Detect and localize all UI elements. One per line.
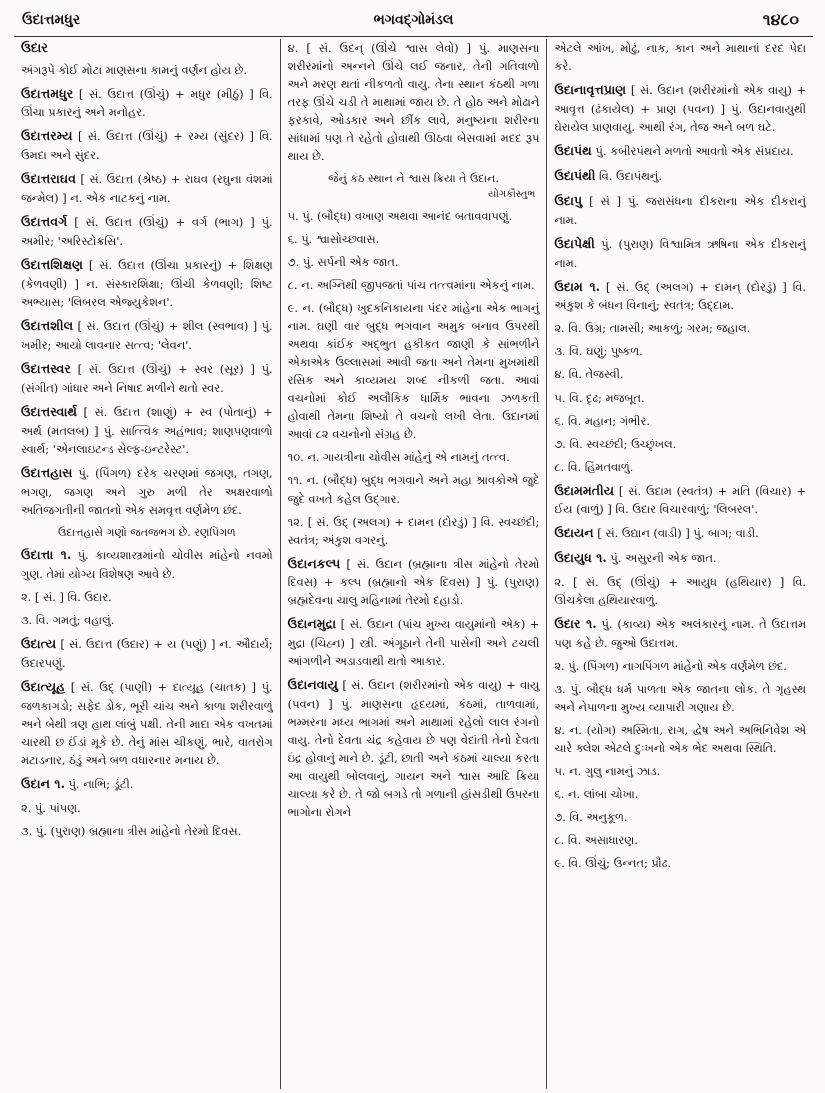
headword: ઉદાત્તશીલ [21,318,74,334]
definition-text: ૫. પું. (બૌદ્ધ) વખાણ અથવા આનંદ બતાવવાપણું. [287,209,513,224]
dictionary-entry [554,389,806,407]
definition-text: [ સં. ઉદાન (પાંચ મુખ્ય વાયુમાંનો એક) + મુદ્રા (ચિહ્ન) ] સ્ત્રી. અંગૂઠાને તેની પાસેની અને ટચલી આંગળીને અડાડવાથી થતો આકાર. [287,617,540,669]
dictionary-entry [554,342,806,360]
definition-text: [ સં. ઉદાન (બ્રહ્માના ત્રીસ માંહેનો તેરમો દિવસ) + કલ્પ (બ્રહ્માનો એક દિવસ) ] પું. (પુરાણ) બ્રહ્મદેવના ચાલુ મહિનામાં તેરમો દહાડો. [287,556,540,608]
dictionary-entry [288,299,540,443]
definition-text: [ સં. ઉદાત્ત (ઊંચું) + શીલ (સ્વભાવ) ] પું. ખમીર; આયો લાવનાર સત્ત્વ; 'લેવન'. [21,319,273,352]
definition-text: ૯. ન. (બૌદ્ધ) ખુદકનિકાયના પંદર માંહેના એક ભાગનું નામ. ઘણી વાર બુદ્ધ ભગવાન અમુક બનાવ ઉપરથી અથવા કાંઈક અદ્ભુત હકીકત જાણી કે સાંભળીને એકાએક ઉલ્લાસમાં આવી જતા અને તેમના મુખમાંથી રસિક અને કાવ્યમય શબ્દ નીકળી જતા. આવાં વચનોમાં કોઈ અલૌકિક ધાર્મિક ભાવના ઝળકતી હોવાથી તેમના શિષ્યો તે વચનો લખી લેતા. ઉદાનમાં આવાં ૮૨ વચનોનો સંગ્રહ છે. [287,301,540,442]
definition-text: ૩. પું. બૌદ્ધ ધર્મ પાળતા એક જાતના લોક. તે ગૃહસ્થ અને નેપાળના મુખ્ય વ્યાપારી ગણાય છે. [554,682,807,715]
headword: ઉદાનમુદ્રા [287,616,337,632]
dictionary-entry [21,84,273,122]
definition-text: [ સં. ઉદાત્ત (ઊંચા પ્રકારનું) + શિક્ષણ (કેળવણી) ] ન. સંસ્કારશિક્ષા; ઊંચી કેળવણી; શિષ્ટ અભ્યાસ; 'લિબરલ એજ્યુકેશન'. [21,258,273,310]
headword: ઉદાપંથ [554,142,592,158]
dictionary-entry [21,588,273,606]
definition-text: ૭. પું. સર્પની એક જાત. [287,255,399,270]
headword: ઉદાપંથી [554,167,596,183]
dictionary-entry [21,822,273,840]
definition-text: [ સં. ઉદ્ (અલગ) + દામન્ (દોરડું) ] વિ. અંકુશ કે બંધન વિનાનું; સ્વતંત્ર; ઉદ્દામ. [554,279,807,313]
dictionary-entry [21,677,273,769]
headword: ઉદાત્તમધુર [21,85,74,101]
dictionary-entry [21,212,273,250]
dictionary-entry [554,458,806,476]
definition-text: પું. અસુરની એક જાત. [606,551,717,566]
dictionary-entry [554,721,806,757]
dictionary-entry [554,573,806,609]
dictionary-entry [21,545,273,583]
page-number: ૧૪૮૦ [762,10,799,29]
definition-text: ૧૧. ન. (બૌદ્ધ) બુદ્ધ ભગવાને અને મહા શ્રાવકોએ જુદે જુદે વખતે કહેલ ઉદ્ગાર. [287,473,540,506]
headword: ઉદાત્તસ્વાર્થ [21,403,78,419]
dictionary-entry [554,548,806,568]
headword: ઉદાત્તહાસ [21,464,73,480]
dictionary-entry [554,523,806,543]
headword: ઉદાત્યૂહ [21,678,66,694]
headword: ઉદાયુધ ૧. [554,550,607,566]
dictionary-entry [288,513,540,549]
headword: ઉદાત્તસ્વર [21,361,71,376]
dictionary-entry [21,169,273,207]
dictionary-entry [554,481,806,519]
definition-text: ૩. પું. (પુરાણ) બ્રહ્માના ત્રીસ માંહેનો તેરમો દિવસ. [21,823,242,838]
headword: ઉદાનવાયુ [287,677,338,693]
definition-text: ૨. [ સં. ] વિ. ઉદાર. [21,590,112,605]
definition-text: ૮. વિ. હિંમતવાળું. [554,459,634,474]
headword: ઉદાનકલ્પ [287,555,341,571]
dictionary-entry [554,319,806,337]
header-guide-words: ઉદાત્તમધુર [22,12,81,28]
definition-text: ૨. વિ. ઉગ્ર; તામસી; આકળું; ગરમ; જહાલ. [554,321,751,336]
header-rule [14,36,813,37]
definition-text: ૨. પું. પાંપણ. [21,800,81,815]
section-guide-word: ઉદાર [21,41,49,56]
dictionary-entry [288,39,540,165]
headword: ઉદાપેક્ષી [554,235,595,251]
definition-text: ૩. વિ. ઘણું; પુષ્કળ. [554,344,643,359]
column-2 [280,39,547,1089]
definition-text: ૪. [ સં. ઉદન્ (ઊંચે શ્વાસ લેવો) ] પું. માણસના શરીરમાંનો અન્નને ઊંચે લઈ જનાર, તેની ગતિવાળો અને મરણ થતાં નીકળતો વાયુ. તેના સ્થાન કંઠથી ગળા તરફ ઊંચે ચડી તે માથામાં જાય છે. તે હોઠ અને મોઢાને ફરકાવે, ઓડકાર અને છીંક લાવે, મનુષ્યના શરીરના સાંધામાં પણ તે રહેતો હોવાથી ઊઠવા બેસવામાં મદદ રૂપ થાય છે. [287,41,540,164]
book-title: ભગવદ્ગોમંડલ [373,12,454,28]
headword: ઉદાત્તરમ્ય [21,128,73,144]
dictionary-entry [554,831,806,849]
definition-text: [ સં. ઉદાત્ત (ઊંચું) + રમ્ય (સુંદર) ] વિ. ઉમદા અને સુંદર. [21,129,273,163]
headword: ઉદાત્ય [21,636,57,652]
definition-text: ૪. ન. (યોગ) અસ્મિતા, રાગ, દ્વેષ અને અભિનિવેશ એ ચારે ક્લેશ એટલે દુઃખનો એક ભેદ અથવા સ્થિતિ. [554,723,807,756]
definition-text: એટલે આંખ, મોઢું, નાક, કાન અને માથાનાં દરદ પેદા કરે. [554,41,807,74]
dictionary-entry [21,359,273,397]
dictionary-entry [288,448,540,466]
definition-text: ૭. વિ. સ્વચ્છંદી; ઉચ્છૃંખલ. [554,436,677,451]
definition-text: [ સં. ઉદાત્ત (ઊંચું) + સ્વર (સૂર) ] પું. (સંગીત) ગાંધાર અને નિષાદ મળીને થતો સ્વર. [21,362,273,395]
headword: ઉદાયન [554,525,594,541]
definition-text: પું. (કાવ્ય) એક અલંકારનું નામ. તે ઉદાત્તમ પણ કહે છે. જુઓ ઉદાત્તમ. [554,617,807,651]
dictionary-entry [21,611,273,629]
dictionary-entry [554,808,806,826]
definition-text: ૬. પું. શ્વાસોચ્છ્વાસ. [287,232,380,247]
definition-text: [ સં ] પું. જરાસંધના દીકરાના એક દીકરાનું નામ. [554,193,807,227]
definition-text: ૧૦. ન. ગાયત્રીના ચોવીસ માંહેનું એ નામનું તત્ત્વ. [287,450,510,465]
headword: ઉદાત્તવર્ગ [21,214,68,230]
definition-text: [ સં. ઉદાત્ત (શ્રેષ્ઠ) + રાઘવ (રઘુના વંશમાં જન્મેલ) ] ન. એક નાટકનું નામ. [21,172,273,206]
dictionary-entry [288,230,540,248]
headword: ઉદાનાવૃત્તપ્રાણ [554,82,627,98]
definition-text: વિ. ઉદાપંથનું. [595,168,662,183]
definition-text: [ સં. ઉદાત્ત (ઉદાર) + ય (પણું) ] ન. ઔદાર્ય; ઉદારપણું. [21,637,273,670]
dictionary-entry [21,634,273,672]
definition-text: ૮. ન. અગ્નિથી જીપજતાં પાંચ તત્ત્વમાંના એકનું નામ. [287,278,535,293]
dictionary-entry [554,762,806,780]
definition-text: ૧૨. [ સં. ઉદ્ (અલગ) + દામન (દોરડું) ] વિ. સ્વચ્છંદી; સ્વતંત્ર; અંકુશ વગરનું. [287,514,540,547]
columns [14,39,813,1089]
definition-text: ૨. પું. (પિંગળ) નાગપિંગળ માંહેનો એક વર્ણમેળ છંદ. [554,659,787,674]
dictionary-entry [21,799,273,817]
dictionary-entry [554,39,806,75]
dictionary-entry [288,675,540,821]
column-1 [14,39,280,1089]
quotation-source: યોગકૌસ્તુભ [488,189,536,201]
dictionary-entry [21,255,273,311]
dictionary-entry [288,207,540,225]
definition-text: અંગરૂપે કોઈ મોટા માણસના કામનું વર્ણન હોય છે. [21,62,247,77]
headword: ઉદાપુ [554,192,583,208]
dictionary-entry [288,614,540,670]
dictionary-entry [554,785,806,803]
definition-text: [ સં. ઉદાત્ત (ઊંચું) + મધુર (મીઠું) ] વિ. ઊંચા પ્રકારનું અને મનોહર. [21,86,273,120]
dictionary-entry [554,166,806,186]
definition-text: ૫. વિ. દૃઢ; મજબૂત. [554,390,645,405]
definition-text: [ સં. ઉદાન (શરીરમાંનો એક વાયુ) + વાયુ (પવન) ] પું. માણસના હૃદયમાં, કંઠમાં, તાળવામાં, ભમ્મરના મધ્ય ભાગમાં અને માથામાં રહેલો લાલ રંગનો વાયુ. તેનો દેવતા ચંદ્ર કહેવાય છે પણ વેદાંતી તેનો દેવતા ઇંદ્ર હોવાનું માને છે. ડૂંટી, છાતી અને કંઠમાં ચાલ્યા કરતા આ વાયુથી બોલવાનું, ગાયન અને શ્વાસ આદિ ક્રિયા ચાલ્યા કરે છે. તે જો બગડે તો ગળાની હાંસડીથી ઉપરના ભાગોના રોગને [287,678,540,820]
dictionary-entry [554,234,806,272]
definition-text: ૨. [ સં. ઉદ્ (ઊંચું) + આયુધ (હથિયાર) ] વિ. ઊંચકેલા હથિયારવાળું. [554,575,807,608]
quotation: જેનું કંઠ સ્થાન ને શ્વાસ ક્રિયા તે ઉદાન. [328,172,499,186]
dictionary-entry [554,80,806,136]
dictionary-entry [288,253,540,271]
definition-text: ૮. વિ. અસાધારણ. [554,833,638,848]
dictionary-entry [21,61,273,79]
dictionary-entry [554,680,806,716]
definition-text: [ સં. ઉદ્ (પાણી) + દાત્યૂહ (ચાતક) ] પું. જળકાગડો; સફેદ ડોક, ભૂરી ચાંચ અને કાળા શરીરવાળું અને બેથી ત્રણ હાથ લાંબું પક્ષી. તેની માદા એક વખતમાં ચારથી છ ઈંડાં મૂકે છે. તેનું માંસ ચીકણું, ભારે, વાતરોગ મટાડનાર, ઠંડું અને બળ વધારનાર મનાય છે. [21,679,273,767]
definition-text: પું. કબીરપંથને મળતો આવતો એક સંપ્રદાય. [591,143,794,158]
definition-text: પું. (પુરાણ) વિશ્વામિત્ર ઋષિના એક દીકરાનું નામ. [554,236,807,270]
definition-text: [ સં. ઉદાન (શરીરમાંનો એક વાયુ) + આવૃત્ત (ઢંકાયેલ) + પ્રાણ (પવન) ] પું. ઉદાનવાયુથી ઘેરાયેલ પ્રાણવાયુ. આથી રંગ, તેજ અને બળ ઘટે. [554,83,807,134]
dictionary-entry [554,191,806,229]
dictionary-entry [21,774,273,794]
dictionary-entry [288,276,540,294]
headword: ઉદાન ૧. [21,775,65,791]
dictionary-entry [288,554,540,610]
dictionary-entry [554,141,806,161]
dictionary-entry [21,126,273,164]
headword: ઉદામ ૧. [554,278,601,294]
dictionary-entry [554,614,806,652]
definition-text: ૯. વિ. ઊંચું; ઉન્નત; પ્રૌઢ. [554,856,672,871]
dictionary-entry [554,435,806,453]
dictionary-entry [21,402,273,458]
definition-text: [ સં. ઉદ્યાન (વાડી) ] પું. બાગ; વાડી. [593,526,759,541]
headword: ઉદાત્તશિક્ષણ [21,257,83,273]
headword: ઉદામમતીય [554,482,615,498]
dictionary-entry [554,854,806,872]
definition-text: પું. નાભિ; ડૂંટી. [64,776,134,791]
dictionary-entry [554,277,806,315]
definition-text: પું. (પિંગળ) દરેક ચરણમાં જગણ, તગણ, ભગણ, જગણ અને ગુરુ મળી તેર અક્ષરવાળો અતિજગતીની જાતનો એક સમવૃત્ત વર્ણમેળ છંદ. [21,465,273,517]
definition-text: ૭. વિ. અનુકૂળ. [554,810,628,825]
dictionary-entry [288,471,540,507]
dictionary-entry [554,657,806,675]
dictionary-entry [554,412,806,430]
definition-text: [ સં. ઉદાત્ત (શાણું) + સ્વ (પોતાનું) + અર્થ (મતલબ) ] પું. સાત્ત્વિક અહંભાવ; શાણપણવાળો સ્વાર્થ; 'એનલાઇટન્ડ સેલ્ફ-ઇન્ટરેસ્ટ'. [21,404,273,456]
headword: ઉદાત્તા ૧. [21,547,72,563]
column-3 [546,39,813,1089]
headword: ઉદાત્તરાઘવ [21,171,76,187]
dictionary-entry [21,463,273,519]
dictionary-entry [554,365,806,383]
page-header [14,10,813,32]
definition-text: ૫. ન. ગુલુ નામનું ઝાડ. [554,764,661,779]
headword: ઉદાર ૧. [554,616,597,632]
definition-text: ૬. વિ. મહાન; ગંભીર. [554,413,650,428]
quotation: ઉદાત્તહાસે ગણો જતજભગ છે. રણપિંગળ [57,525,236,539]
definition-text: ૪. વિ. તેજસ્વી. [554,367,624,382]
definition-text: ૬. ન. લાંબા ચોખા. [554,787,639,802]
definition-text: ૩. વિ. ગમતું; વહાલું. [21,613,115,628]
dictionary-entry [21,316,273,354]
definition-text: [ સં. ઉદાત્ત (ઊંચું) + વર્ગ (ભાગ) ] પું. અમીર; 'અરિસ્ટોક્રસિ'. [21,215,273,249]
definition-text: પું. કાવ્યશાસ્ત્રમાંનો ચોવીસ માંહેનો નવમો ગુણ. તેમાં યોગ્ય વિશેષણ આવે છે. [21,548,273,582]
definition-text: [ સં. ઉદામ (સ્વતંત્ર) + મતિ (વિચાર) + ઈય (વાળું) ] વિ. ઉદાર વિચારવાળું; 'લિબરલ'. [554,483,807,517]
